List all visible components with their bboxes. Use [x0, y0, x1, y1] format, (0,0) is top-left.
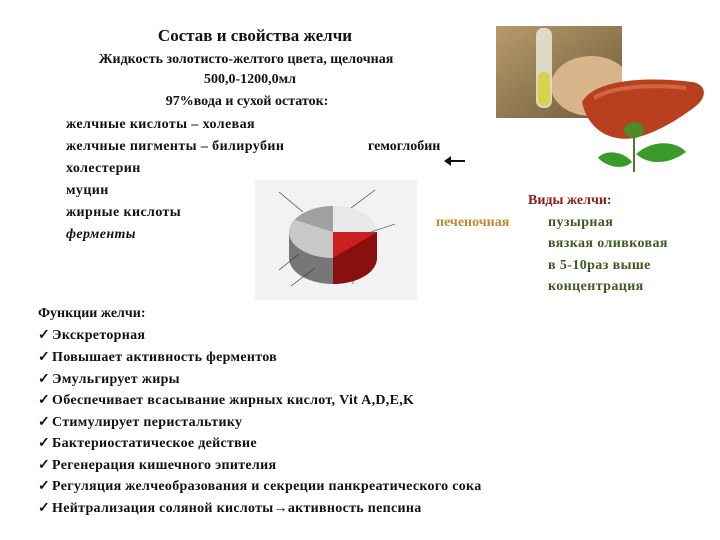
subtitle-line-2: 500,0-1200,0мл	[203, 72, 297, 87]
subtitle-line-3: 97%вода и сухой остаток:	[165, 94, 329, 109]
check-mark-icon: ✓	[38, 328, 51, 343]
gallbladder-bile-line: вязкая оливковая	[548, 236, 668, 251]
gallbladder-bile-line: концентрация	[548, 279, 644, 294]
composition-item: ферменты	[66, 227, 136, 242]
check-mark-icon: ✓	[38, 458, 51, 473]
bile-types-title: Виды желчи:	[528, 193, 612, 208]
left-arrow-icon	[444, 155, 466, 167]
composition-item: муцин	[66, 183, 109, 198]
function-item: ✓ Регуляция желчеобразования и секреции панкреатического сока	[38, 479, 482, 494]
functions-title: Функции желчи:	[38, 306, 146, 321]
bile-composition-pie-chart	[255, 180, 417, 300]
hemoglobin-label: гемоглобин	[368, 139, 441, 154]
page-title: Состав и свойства желчи	[157, 26, 353, 45]
composition-item: желчные пигменты – билирубин	[66, 139, 285, 154]
function-item: ✓ Обеспечивает всасывание жирных кислот, Vit A,D,E,K	[38, 393, 415, 408]
check-mark-icon: ✓	[38, 372, 51, 387]
function-item: ✓ Бактериостатическое действие	[38, 436, 257, 451]
check-mark-icon: ✓	[38, 436, 51, 451]
function-item: ✓ Повышает активность ферментов	[38, 350, 277, 365]
check-mark-icon: ✓	[38, 393, 51, 408]
subtitle-line-1: Жидкость золотисто-желтого цвета, щелочная	[98, 52, 394, 67]
function-item: ✓ Нейтрализация соляной кислоты→активность пепсина	[38, 501, 422, 516]
hepatic-bile-label: печеночная	[436, 215, 510, 230]
check-mark-icon: ✓	[38, 350, 51, 365]
gallbladder-bile-line: в 5-10раз выше	[548, 258, 651, 273]
check-mark-icon: ✓	[38, 415, 51, 430]
check-mark-icon: ✓	[38, 479, 51, 494]
composition-item: холестерин	[66, 161, 141, 176]
function-item: ✓ Экскреторная	[38, 328, 146, 343]
composition-item: жирные кислоты	[66, 205, 182, 220]
function-item: ✓ Регенерация кишечного эпителия	[38, 458, 277, 473]
composition-item: желчные кислоты – холевая	[66, 117, 255, 132]
gallbladder-bile-line: пузырная	[548, 215, 614, 230]
function-item: ✓ Эмульгирует жиры	[38, 372, 180, 387]
function-item: ✓ Стимулирует перистальтику	[38, 415, 243, 430]
liver-illustration	[574, 74, 714, 174]
check-mark-icon: ✓	[38, 501, 51, 516]
